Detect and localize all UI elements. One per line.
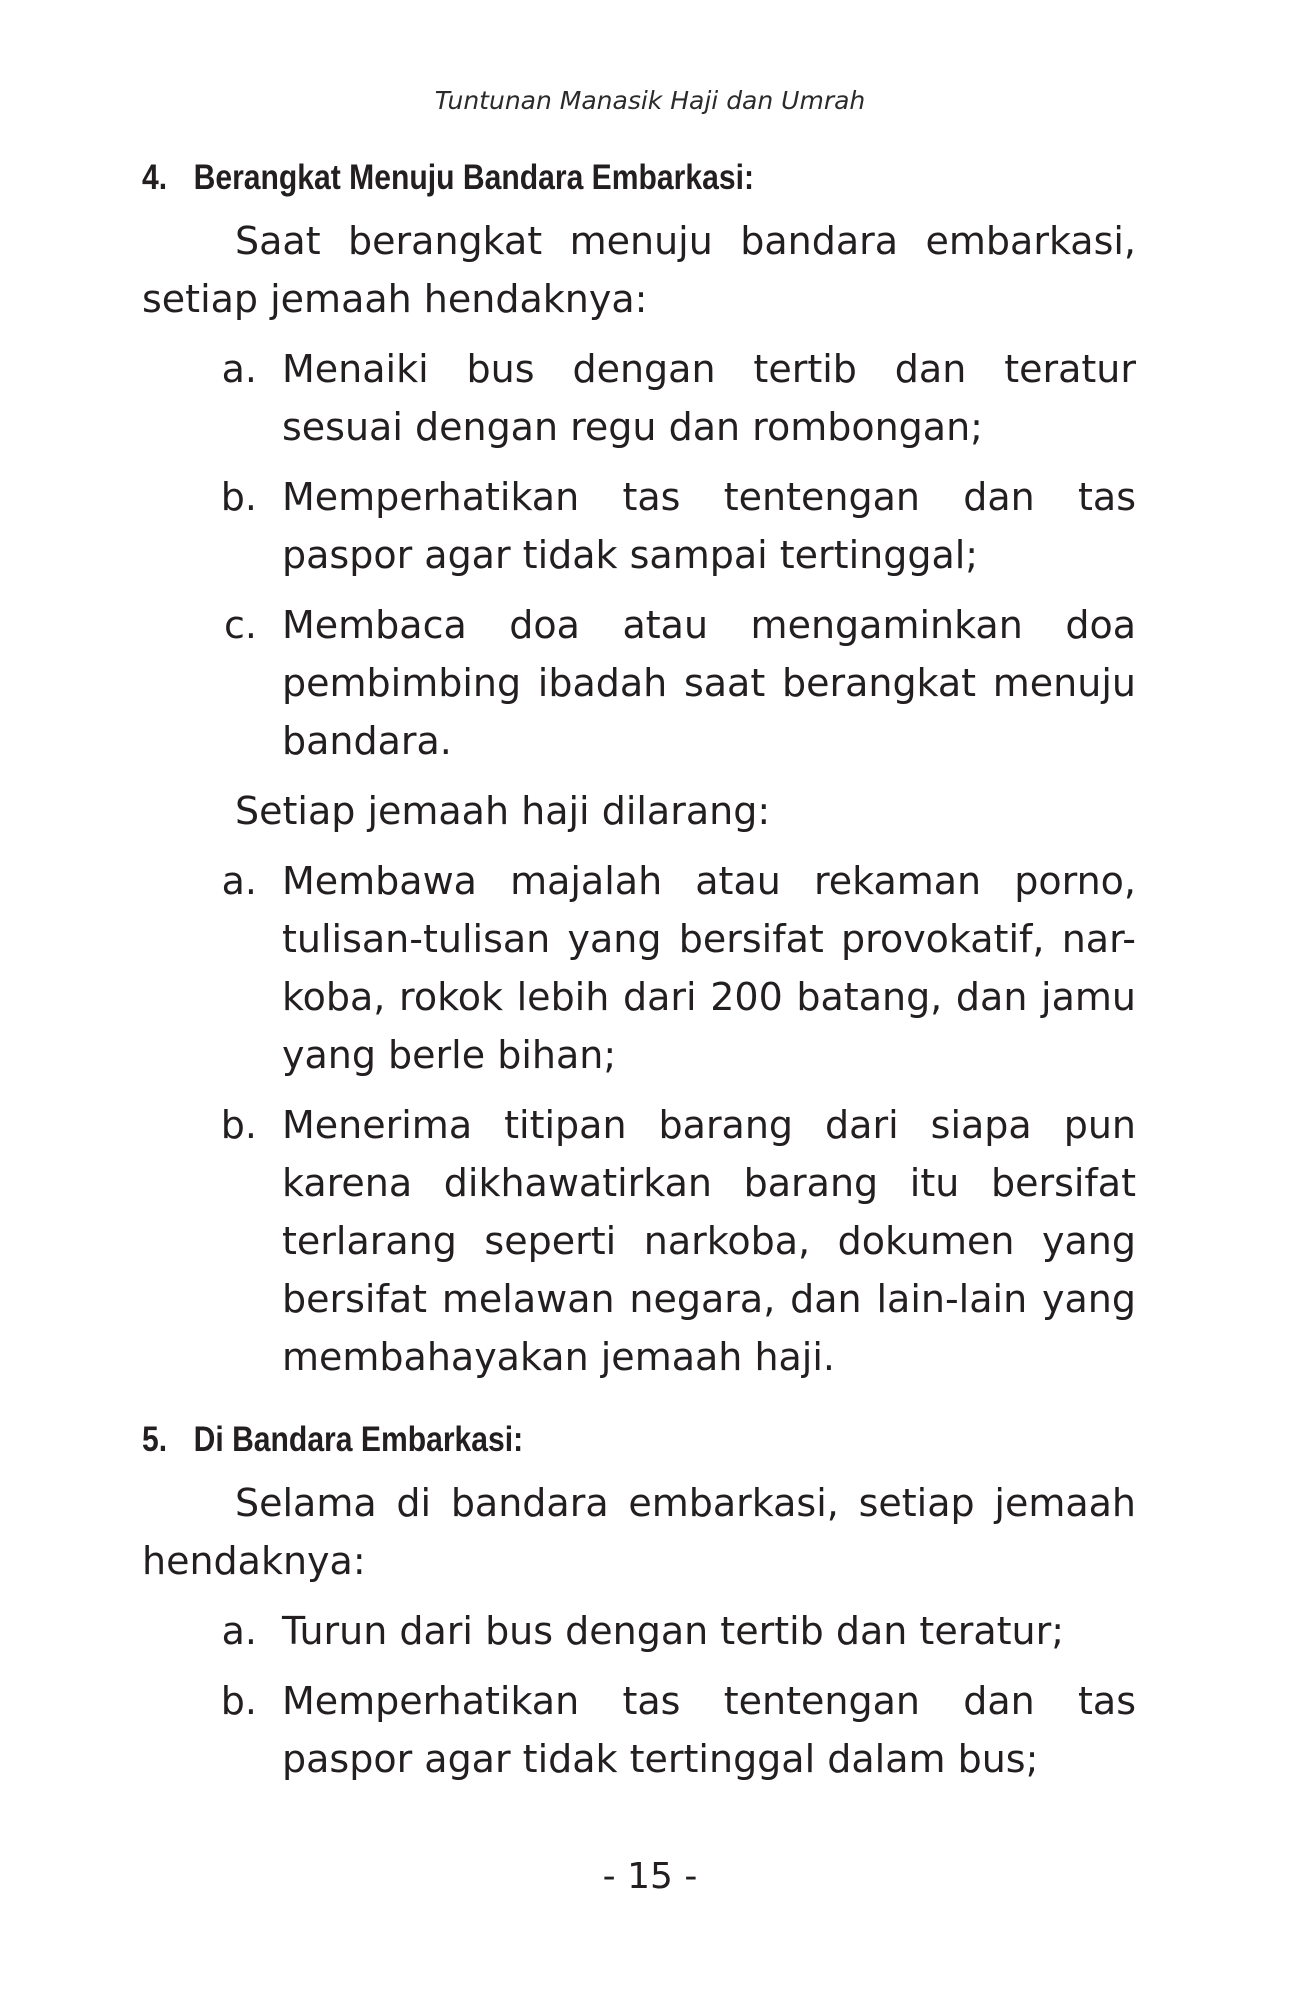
list-item	[142, 1602, 1136, 1660]
list-marker: a.	[221, 859, 257, 903]
list-item	[142, 852, 1136, 1084]
page-content	[142, 150, 1136, 1800]
list-marker: a.	[221, 1609, 257, 1653]
list-text: Memperhatikan tas tentengan dan tas paspor agar tidak sampai tertinggal;	[282, 475, 1136, 577]
list-text: Turun dari bus dengan tertib dan teratur;	[282, 1609, 1065, 1653]
section-intro: Selama di bandara embarkasi, setiap jemaah hendaknya:	[142, 1481, 1136, 1583]
list-text: Memperhatikan tas tentengan dan tas paspor agar tidak tertinggal dalam bus;	[282, 1679, 1136, 1781]
list-marker: b.	[220, 475, 257, 519]
section-title: Di Bandara Embarkasi:	[193, 1420, 524, 1459]
list-item	[142, 468, 1136, 584]
list-marker: b.	[220, 1679, 257, 1723]
item-list	[142, 340, 1136, 770]
section-number: 5.	[142, 1420, 168, 1459]
list-text: Membawa majalah atau rekaman porno, tulisan-tulisan yang bersifat provokatif, nar-koba, rokok lebih dari 200 batang, dan jamu yang berle bihan;	[282, 859, 1136, 1077]
item-list	[142, 1602, 1136, 1788]
section-heading	[142, 1420, 1131, 1460]
section-intro: Saat berangkat menuju bandara embarkasi, setiap jemaah hendaknya:	[142, 219, 1136, 321]
list-item	[142, 596, 1136, 770]
list-marker: c.	[224, 603, 257, 647]
list-item	[142, 1096, 1136, 1386]
prohibited-list	[142, 852, 1136, 1386]
list-text: Menaiki bus dengan tertib dan teratur sesuai dengan regu dan rombongan;	[282, 347, 1136, 449]
prohibited-intro: Setiap jemaah haji dilarang:	[235, 789, 771, 833]
list-text: Menerima titipan barang dari siapa pun karena dikhawatirkan barang itu bersifat terlarang seperti narkoba, dokumen yang bersifat melawan negara, dan lain-lain yang membahayakan jemaah haji.	[282, 1103, 1136, 1379]
list-text: Membaca doa atau mengaminkan doa pembimbing ibadah saat berangkat menuju bandara.	[282, 603, 1136, 763]
section-heading	[142, 158, 1131, 198]
list-item	[142, 1672, 1136, 1788]
section-title: Berangkat Menuju Bandara Embarkasi:	[193, 158, 754, 197]
section-number: 4.	[142, 158, 168, 197]
list-item	[142, 340, 1136, 456]
list-marker: a.	[221, 347, 257, 391]
list-marker: b.	[220, 1103, 257, 1147]
running-header: Tuntunan Manasik Haji dan Umrah	[434, 86, 866, 115]
page-number: - 15 -	[602, 1856, 698, 1897]
